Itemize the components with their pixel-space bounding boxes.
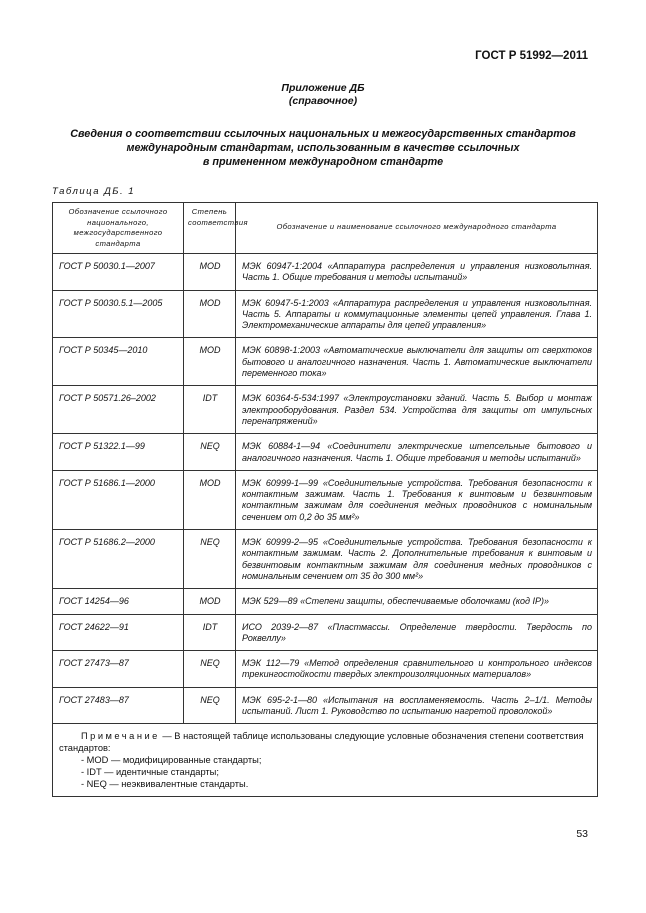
appendix-subtitle: (справочное) [288,95,358,107]
international-standard: МЭК 60364-5-534:1997 «Электроустановки зданий. Часть 5. Выбор и монтаж электрооборудования. Раздел 534. Устройства для защиты от импульсных перенапряжений» [236,386,598,434]
international-standard: МЭК 60947-1:2004 «Аппаратура распределения и управления низковольтная. Часть 1. Общие требования и методы испытаний» [236,254,598,291]
compliance-degree: NEQ [184,651,236,688]
reference-standards-table [52,202,598,797]
international-standard: МЭК 60999-1—99 «Соединительные устройства. Требования безопасности к контактным зажимам. Часть 1. Требования к винтовым и безвинтовым контактным зажимам для соединения медных проводников с номинальным сечением от 0,2 до 35 мм²» [236,470,598,529]
compliance-degree: MOD [184,290,236,338]
standard-code: ГОСТ 27473—87 [53,651,184,688]
international-standard: МЭК 60947-5-1:2003 «Аппаратура распределения и управления низковольтная. Часть 5. Аппараты и коммутационные элементы цепей управления. Глава 1. Электромеханические аппараты для цепей управления» [236,290,598,338]
international-standard: МЭК 112—79 «Метод определения сравнительного и контрольного индексов трекингостойкости твердых электроизоляционных материалов» [236,651,598,688]
table-note [53,724,598,797]
compliance-degree: MOD [184,338,236,386]
compliance-degree: MOD [184,589,236,614]
standard-code: ГОСТ Р 50030.1—2007 [53,254,184,291]
compliance-degree: MOD [184,254,236,291]
note-item-mod: - MOD — модифицированные стандарты; [81,754,262,765]
column-header-code: Обозначение ссылочного национального, межгосударственного стандарта [53,203,184,254]
international-standard: ИСО 2039-2—87 «Пластмассы. Определение твердости. Твердость по Роквеллу» [236,614,598,651]
standard-code: ГОСТ Р 50030.5.1—2005 [53,290,184,338]
compliance-degree: IDT [184,386,236,434]
page-number: 53 [576,828,588,840]
standard-code: ГОСТ 14254—96 [53,589,184,614]
international-standard: МЭК 695-2-1—80 «Испытания на воспламеняемость. Часть 2–1/1. Методы испытаний. Лист 1. Руководство по испытанию нагретой проволокой» [236,687,598,724]
standard-code: ГОСТ 27483—87 [53,687,184,724]
international-standard: МЭК 60999-2—95 «Соединительные устройства. Требования безопасности к контактным зажимам. Часть 2. Дополнительные требования к винтовым и безвинтовым контактным зажимам для соединения медных проводников с номинальным сечением от 35 до 300 мм²» [236,530,598,589]
standard-code: ГОСТ Р 51322.1—99 [53,434,184,471]
column-header-title: Обозначение и наименование ссылочного международного стандарта [236,203,598,254]
table-label: Таблица ДБ. 1 [52,186,136,197]
note-item-idt: - IDT — идентичные стандарты; [81,766,219,777]
compliance-degree: IDT [184,614,236,651]
standard-code: ГОСТ Р 50345—2010 [53,338,184,386]
international-standard: МЭК 60898-1:2003 «Автоматические выключатели для защиты от сверхтоков бытового и аналогичного назначения. Часть 1. Автоматические выключатели переменного тока» [236,338,598,386]
standard-code: ГОСТ Р 50571.26–2002 [53,386,184,434]
table-row [53,614,598,651]
standard-code: ГОСТ 24622—91 [53,614,184,651]
section-title [50,127,596,169]
table-row [53,254,598,291]
compliance-degree: MOD [184,470,236,529]
appendix-title: Приложение ДБ [281,82,365,94]
compliance-degree: NEQ [184,434,236,471]
standard-code: ГОСТ Р 51686.2—2000 [53,530,184,589]
note-text: — В настоящей таблице использованы следующие условные обозначения степени соответствия стандартов: [59,731,584,754]
table-row [53,530,598,589]
international-standard: МЭК 529—89 «Степени защиты, обеспечиваемые оболочками (код IP)» [236,589,598,614]
document-header: ГОСТ Р 51992—2011 [475,50,588,62]
table-row [53,651,598,688]
note-paragraph [59,731,592,755]
compliance-degree: NEQ [184,687,236,724]
table-header-row [53,203,598,254]
international-standard: МЭК 60884-1—94 «Соединители электрические штепсельные бытового и аналогичного назначения. Часть 1. Общие требования и методы испытаний» [236,434,598,471]
table-row [53,386,598,434]
section-title-line-2: международным стандартам, использованным в качестве ссылочных [126,142,520,154]
note-label: Примечание [81,731,160,742]
column-header-degree: Степень соответствия [184,203,236,254]
table-row [53,290,598,338]
table-row [53,470,598,529]
table-row [53,589,598,614]
section-title-line-1: Сведения о соответствии ссылочных национальных и межгосударственных стандартов [70,128,576,140]
table-row [53,434,598,471]
note-item-neq: - NEQ — неэквивалентные стандарты. [81,778,249,789]
section-title-line-3: в примененном международном стандарте [202,156,444,168]
table-row [53,338,598,386]
table-row [53,687,598,724]
compliance-degree: NEQ [184,530,236,589]
standard-code: ГОСТ Р 51686.1—2000 [53,470,184,529]
appendix-heading [0,82,646,108]
table-note-row [53,724,598,797]
